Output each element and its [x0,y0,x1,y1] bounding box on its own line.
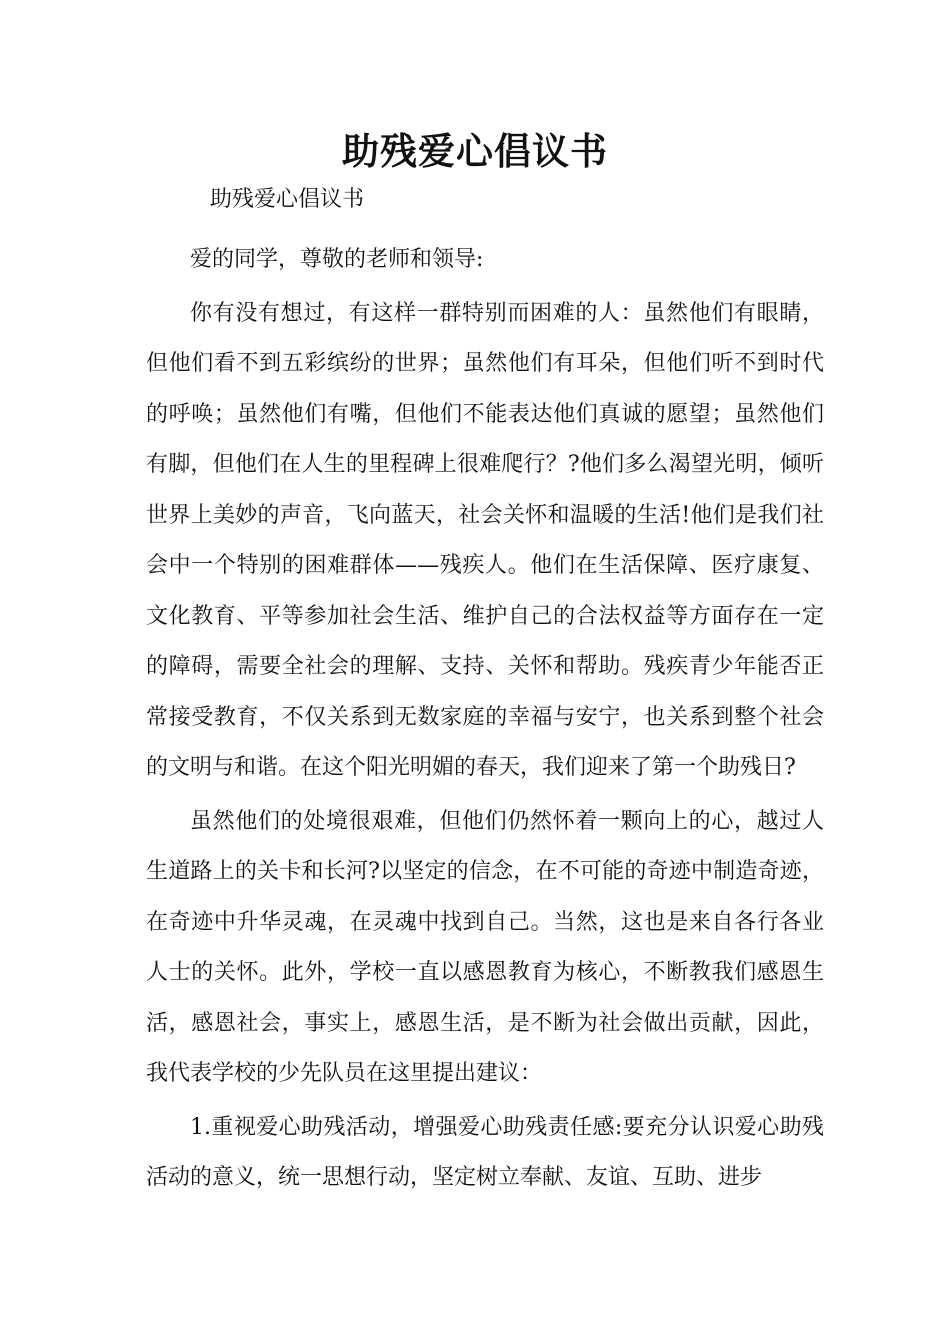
body-paragraph: 1.重视爱心助残活动，增强爱心助残责任感:要充分认识爱心助残活动的意义，统一思想行动，坚定树立奉献、友谊、互助、进步 [146,1114,824,1190]
document-title: 助残爱心倡议书 [342,130,608,173]
document-subtitle: 助残爱心倡议书 [210,187,365,212]
body-paragraph: 虽然他们的处境很艰难，但他们仍然怀着一颗向上的心，越过人生道路上的关卡和长河?以坚定的信念，在不可能的奇迹中制造奇迹，在奇迹中升华灵魂，在灵魂中找到自己。当然，这也是来自各行各业人士的关怀。此外，学校一直以感恩教育为核心，不断教我们感恩生活，感恩社会，事实上，感恩生活，是不断为社会做出贡献，因此，我代表学校的少先队员在这里提出建议： [146,808,824,1086]
body-paragraph: 你有没有想过，有这样一群特别而困难的人：虽然他们有眼睛，但他们看不到五彩缤纷的世界；虽然他们有耳朵，但他们听不到时代的呼唤；虽然他们有嘴，但他们不能表达他们真诚的愿望；虽然他们有脚，但他们在人生的里程碑上很难爬行？?他们多么渴望光明，倾听世界上美妙的声音，飞向蓝天，社会关怀和温暖的生活!他们是我们社会中一个特别的困难群体——残疾人。他们在生活保障、医疗康复、文化教育、平等参加社会生活、维护自己的合法权益等方面存在一定的障碍，需要全社会的理解、支持、关怀和帮助。残疾青少年能否正常接受教育，不仅关系到无数家庭的幸福与安宁，也关系到整个社会的文明与和谐。在这个阳光明媚的春天，我们迎来了第一个助残日? [146,300,824,780]
document-body [146,235,824,1207]
salutation-paragraph: 爱的同学，尊敬的老师和领导: [190,247,484,272]
